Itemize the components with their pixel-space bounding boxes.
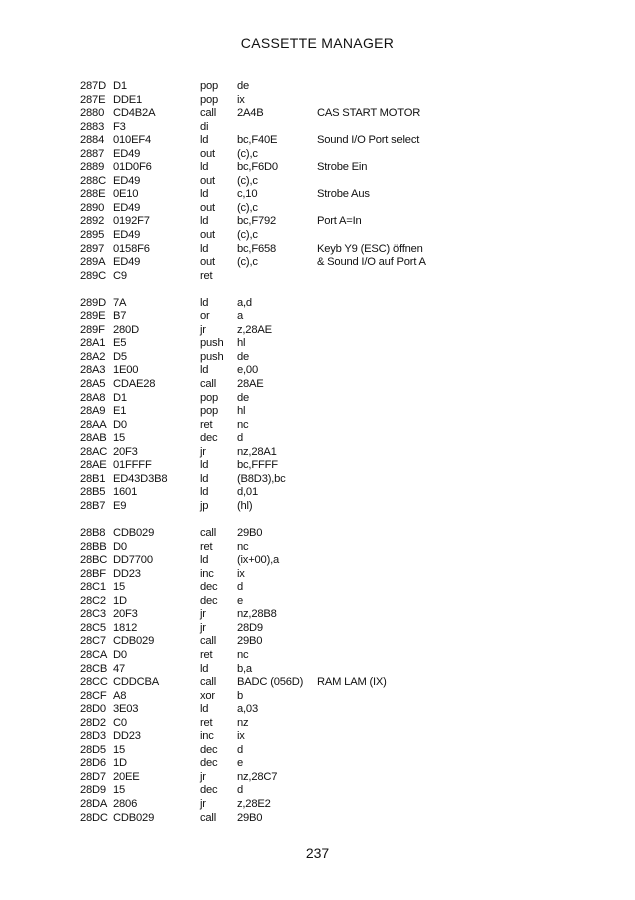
listing-row [80, 703, 580, 717]
listing-row [80, 541, 580, 555]
address-cell: 28BC [80, 554, 108, 567]
mnemonic-cell: ld [200, 703, 209, 716]
comment-cell: Strobe Ein [317, 161, 368, 174]
hex-bytes-cell: ED49 [113, 174, 141, 187]
hex-bytes-cell: CDAE28 [113, 378, 156, 391]
operand-cell: e,00 [237, 364, 258, 377]
operand-cell: nz,28B8 [237, 608, 277, 621]
address-cell: 289D [80, 296, 106, 309]
address-cell: 2892 [80, 215, 105, 228]
listing-row [80, 473, 580, 487]
listing-row [80, 351, 580, 365]
address-cell: 28AA [80, 418, 107, 431]
listing-row [80, 378, 580, 392]
hex-bytes-cell: ED49 [113, 229, 141, 242]
listing-row [80, 148, 580, 162]
operand-cell: (c),c [237, 201, 258, 214]
address-cell: 28D3 [80, 730, 106, 743]
listing-row [80, 595, 580, 609]
listing-row [80, 568, 580, 582]
mnemonic-cell: xor [200, 689, 215, 702]
hex-bytes-cell: 1601 [113, 486, 138, 499]
address-cell: 287E [80, 93, 106, 106]
mnemonic-cell: ret [200, 269, 213, 282]
listing-row [80, 690, 580, 704]
address-cell: 28D2 [80, 716, 106, 729]
mnemonic-cell: jr [200, 445, 206, 458]
mnemonic-cell: out [200, 229, 215, 242]
hex-bytes-cell: 47 [113, 662, 126, 675]
mnemonic-cell: pop [200, 405, 219, 418]
listing-row [80, 663, 580, 677]
listing-row [80, 392, 580, 406]
operand-cell: 29B0 [237, 635, 263, 648]
hex-bytes-cell: 15 [113, 432, 126, 445]
operand-cell: 29B0 [237, 811, 263, 824]
mnemonic-cell: push [200, 337, 224, 350]
hex-bytes-cell: 0158F6 [113, 242, 150, 255]
address-cell: 28D9 [80, 784, 106, 797]
mnemonic-cell: dec [200, 432, 218, 445]
mnemonic-cell: pop [200, 391, 219, 404]
hex-bytes-cell: 20F3 [113, 445, 138, 458]
operand-cell: 28D9 [237, 621, 263, 634]
mnemonic-cell: ret [200, 648, 213, 661]
mnemonic-cell: ld [200, 188, 209, 201]
hex-bytes-cell: F3 [113, 120, 126, 133]
operand-cell: bc,FFFF [237, 459, 278, 472]
operand-cell: d,01 [237, 486, 258, 499]
operand-cell: (ix+00),a [237, 554, 280, 567]
mnemonic-cell: dec [200, 743, 218, 756]
address-cell: 289F [80, 323, 105, 336]
mnemonic-cell: ld [200, 554, 209, 567]
address-cell: 289C [80, 269, 106, 282]
hex-bytes-cell: 1812 [113, 621, 138, 634]
address-cell: 28B1 [80, 472, 106, 485]
hex-bytes-cell: D1 [113, 391, 127, 404]
address-cell: 28D6 [80, 757, 106, 770]
mnemonic-cell: dec [200, 594, 218, 607]
operand-cell: ix [237, 567, 245, 580]
address-cell: 28C3 [80, 608, 106, 621]
listing-row [80, 202, 580, 216]
mnemonic-cell: ld [200, 242, 209, 255]
hex-bytes-cell: C0 [113, 716, 127, 729]
operand-cell: d [237, 581, 244, 594]
mnemonic-cell: ld [200, 296, 209, 309]
hex-bytes-cell: 15 [113, 784, 126, 797]
mnemonic-cell: dec [200, 784, 218, 797]
operand-cell: nc [237, 418, 249, 431]
mnemonic-cell: call [200, 527, 216, 540]
mnemonic-cell: dec [200, 581, 218, 594]
hex-bytes-cell: 1E00 [113, 364, 139, 377]
hex-bytes-cell: CDB029 [113, 811, 155, 824]
mnemonic-cell: ret [200, 540, 213, 553]
listing-row [80, 432, 580, 446]
hex-bytes-cell: D5 [113, 350, 127, 363]
mnemonic-cell: jr [200, 770, 206, 783]
listing-row [80, 256, 580, 270]
listing-row [80, 243, 580, 257]
address-cell: 28B7 [80, 499, 106, 512]
operand-cell: nc [237, 540, 249, 553]
hex-bytes-cell: 7A [113, 296, 127, 309]
mnemonic-cell: ld [200, 472, 209, 485]
listing-row [80, 215, 580, 229]
mnemonic-cell: ld [200, 364, 209, 377]
listing-row [80, 757, 580, 771]
hex-bytes-cell: DD7700 [113, 554, 153, 567]
address-cell: 2880 [80, 107, 105, 120]
address-cell: 28CC [80, 676, 108, 689]
address-cell: 2883 [80, 120, 105, 133]
operand-cell: nz [237, 716, 249, 729]
address-cell: 28A9 [80, 405, 106, 418]
hex-bytes-cell: 01FFFF [113, 459, 152, 472]
address-cell: 28B8 [80, 527, 106, 540]
address-cell: 28C1 [80, 581, 106, 594]
listing-row [80, 446, 580, 460]
listing-row [80, 107, 580, 121]
address-cell: 28BB [80, 540, 107, 553]
hex-bytes-cell: ED49 [113, 147, 141, 160]
operand-cell: hl [237, 405, 246, 418]
operand-cell: (hl) [237, 499, 253, 512]
hex-bytes-cell: 3E03 [113, 703, 139, 716]
address-cell: 28DA [80, 797, 108, 810]
listing-row [80, 270, 580, 284]
listing-row [80, 554, 580, 568]
hex-bytes-cell: DDE1 [113, 93, 143, 106]
listing-row [80, 364, 580, 378]
operand-cell: e [237, 757, 244, 770]
hex-bytes-cell: 01D0F6 [113, 161, 152, 174]
mnemonic-cell: out [200, 256, 215, 269]
operand-cell: hl [237, 337, 246, 350]
mnemonic-cell: inc [200, 567, 214, 580]
mnemonic-cell: call [200, 107, 216, 120]
listing-row [80, 188, 580, 202]
hex-bytes-cell: D1 [113, 80, 127, 92]
address-cell: 28A5 [80, 378, 106, 391]
mnemonic-cell: pop [200, 80, 219, 92]
address-cell: 28D0 [80, 703, 106, 716]
listing-row [80, 798, 580, 812]
address-cell: 28BF [80, 567, 106, 580]
hex-bytes-cell: CDB029 [113, 635, 155, 648]
listing-row [80, 730, 580, 744]
mnemonic-cell: call [200, 811, 216, 824]
comment-cell: Keyb Y9 (ESC) öffnen [317, 242, 423, 255]
mnemonic-cell: ret [200, 716, 213, 729]
address-cell: 28A3 [80, 364, 106, 377]
listing-row [80, 500, 580, 514]
code-block [80, 527, 580, 825]
mnemonic-cell: pop [200, 93, 219, 106]
hex-bytes-cell: ED49 [113, 201, 141, 214]
address-cell: 28A2 [80, 350, 106, 363]
address-cell: 28CA [80, 648, 108, 661]
hex-bytes-cell: DD23 [113, 730, 141, 743]
listing-row [80, 229, 580, 243]
operand-cell: (c),c [237, 174, 258, 187]
operand-cell: 29B0 [237, 527, 263, 540]
address-cell: 28D7 [80, 770, 106, 783]
comment-cell: Strobe Aus [317, 188, 370, 201]
operand-cell: de [237, 391, 250, 404]
operand-cell: b [237, 689, 244, 702]
hex-bytes-cell: A8 [113, 689, 127, 702]
address-cell: 28A1 [80, 337, 106, 350]
listing-row [80, 310, 580, 324]
operand-cell: (c),c [237, 256, 258, 269]
hex-bytes-cell: 010EF4 [113, 134, 151, 147]
mnemonic-cell: ld [200, 459, 209, 472]
page-title: CASSETTE MANAGER [240, 35, 395, 51]
listing-row [80, 608, 580, 622]
listing-row [80, 527, 580, 541]
comment-cell: Sound I/O Port select [317, 134, 420, 147]
operand-cell: BADC (056D) [237, 676, 304, 689]
hex-bytes-cell: 0192F7 [113, 215, 150, 228]
operand-cell: a [237, 310, 244, 323]
operand-cell: z,28AE [237, 323, 272, 336]
address-cell: 2884 [80, 134, 105, 147]
address-cell: 28D5 [80, 743, 106, 756]
hex-bytes-cell: DD23 [113, 567, 141, 580]
address-cell: 289E [80, 310, 106, 323]
hex-bytes-cell: CD4B2A [113, 107, 156, 120]
operand-cell: a,d [237, 296, 252, 309]
comment-cell: Port A=In [317, 215, 362, 228]
mnemonic-cell: di [200, 120, 209, 133]
listing-row [80, 459, 580, 473]
mnemonic-cell: ld [200, 486, 209, 499]
listing-row [80, 622, 580, 636]
operand-cell: nc [237, 648, 249, 661]
operand-cell: de [237, 350, 250, 363]
listing-row [80, 80, 580, 94]
listing-row [80, 649, 580, 663]
operand-cell: bc,F6D0 [237, 161, 278, 174]
listing-row [80, 324, 580, 338]
listing-row [80, 812, 580, 826]
hex-bytes-cell: E1 [113, 405, 127, 418]
listing-row [80, 161, 580, 175]
address-cell: 28AB [80, 432, 107, 445]
address-cell: 28AC [80, 445, 108, 458]
operand-cell: d [237, 784, 244, 797]
listing-row [80, 121, 580, 135]
hex-bytes-cell: ED43D3B8 [113, 472, 168, 485]
mnemonic-cell: ld [200, 161, 209, 174]
listing-row [80, 771, 580, 785]
operand-cell: c,10 [237, 188, 258, 201]
mnemonic-cell: ld [200, 134, 209, 147]
hex-bytes-cell: 15 [113, 581, 126, 594]
mnemonic-cell: out [200, 174, 215, 187]
hex-bytes-cell: 2806 [113, 797, 138, 810]
mnemonic-cell: push [200, 350, 224, 363]
address-cell: 28DC [80, 811, 108, 824]
hex-bytes-cell: D0 [113, 418, 127, 431]
hex-bytes-cell: D0 [113, 540, 127, 553]
address-cell: 28C2 [80, 594, 106, 607]
listing-row [80, 134, 580, 148]
hex-bytes-cell: C9 [113, 269, 127, 282]
listing-row [80, 581, 580, 595]
operand-cell: ix [237, 93, 245, 106]
listing-row [80, 744, 580, 758]
operand-cell: bc,F658 [237, 242, 277, 255]
listing-row [80, 337, 580, 351]
mnemonic-cell: jr [200, 621, 206, 634]
hex-bytes-cell: 20EE [113, 770, 140, 783]
code-block [80, 297, 580, 514]
mnemonic-cell: out [200, 201, 215, 214]
operand-cell: de [237, 80, 250, 92]
mnemonic-cell: call [200, 676, 216, 689]
operand-cell: (B8D3),bc [237, 472, 286, 485]
operand-cell: d [237, 432, 244, 445]
address-cell: 28CB [80, 662, 108, 675]
mnemonic-cell: jr [200, 323, 206, 336]
address-cell: 2897 [80, 242, 105, 255]
address-cell: 28C7 [80, 635, 106, 648]
hex-bytes-cell: CDB029 [113, 527, 155, 540]
operand-cell: ix [237, 730, 245, 743]
operand-cell: bc,F40E [237, 134, 278, 147]
hex-bytes-cell: 0E10 [113, 188, 139, 201]
mnemonic-cell: call [200, 635, 216, 648]
operand-cell: z,28E2 [237, 797, 271, 810]
address-cell: 287D [80, 80, 106, 92]
address-cell: 28A8 [80, 391, 106, 404]
hex-bytes-cell: 15 [113, 743, 126, 756]
mnemonic-cell: ld [200, 215, 209, 228]
hex-bytes-cell: E9 [113, 499, 127, 512]
listing-row [80, 784, 580, 798]
operand-cell: bc,F792 [237, 215, 277, 228]
listing-row [80, 486, 580, 500]
comment-cell: & Sound I/O auf Port A [317, 256, 426, 269]
address-cell: 2887 [80, 147, 105, 160]
address-cell: 288C [80, 174, 106, 187]
listing-row [80, 297, 580, 311]
mnemonic-cell: inc [200, 730, 214, 743]
hex-bytes-cell: CDDCBA [113, 676, 160, 689]
address-cell: 2895 [80, 229, 105, 242]
hex-bytes-cell: B7 [113, 310, 127, 323]
listing-row [80, 405, 580, 419]
address-cell: 288E [80, 188, 106, 201]
address-cell: 28AE [80, 459, 107, 472]
mnemonic-cell: or [200, 310, 210, 323]
listing-row [80, 717, 580, 731]
operand-cell: a,03 [237, 703, 258, 716]
operand-cell: 2A4B [237, 107, 264, 120]
mnemonic-cell: dec [200, 757, 218, 770]
hex-bytes-cell: E5 [113, 337, 127, 350]
address-cell: 28C5 [80, 621, 106, 634]
hex-bytes-cell: 20F3 [113, 608, 138, 621]
hex-bytes-cell: 280D [113, 323, 139, 336]
comment-cell: RAM LAM (IX) [317, 676, 387, 689]
operand-cell: e [237, 594, 244, 607]
listing-row [80, 419, 580, 433]
mnemonic-cell: jp [200, 499, 209, 512]
hex-bytes-cell: ED49 [113, 256, 141, 269]
listing-row [80, 676, 580, 690]
operand-cell: nz,28C7 [237, 770, 278, 783]
assembly-listing [80, 80, 580, 839]
address-cell: 28CF [80, 689, 107, 702]
operand-cell: d [237, 743, 244, 756]
operand-cell: (c),c [237, 229, 258, 242]
operand-cell: 28AE [237, 378, 264, 391]
address-cell: 2889 [80, 161, 105, 174]
listing-row [80, 175, 580, 189]
mnemonic-cell: ret [200, 418, 213, 431]
code-block [80, 80, 580, 283]
mnemonic-cell: call [200, 378, 216, 391]
operand-cell: nz,28A1 [237, 445, 277, 458]
operand-cell: b,a [237, 662, 252, 675]
mnemonic-cell: ld [200, 662, 209, 675]
mnemonic-cell: out [200, 147, 215, 160]
page-number: 237 [305, 845, 330, 861]
operand-cell: (c),c [237, 147, 258, 160]
hex-bytes-cell: 1D [113, 594, 127, 607]
hex-bytes-cell: 1D [113, 757, 127, 770]
address-cell: 28B5 [80, 486, 106, 499]
mnemonic-cell: jr [200, 797, 206, 810]
listing-row [80, 635, 580, 649]
hex-bytes-cell: D0 [113, 648, 127, 661]
address-cell: 289A [80, 256, 106, 269]
mnemonic-cell: jr [200, 608, 206, 621]
address-cell: 2890 [80, 201, 105, 214]
listing-row [80, 94, 580, 108]
comment-cell: CAS START MOTOR [317, 107, 421, 120]
